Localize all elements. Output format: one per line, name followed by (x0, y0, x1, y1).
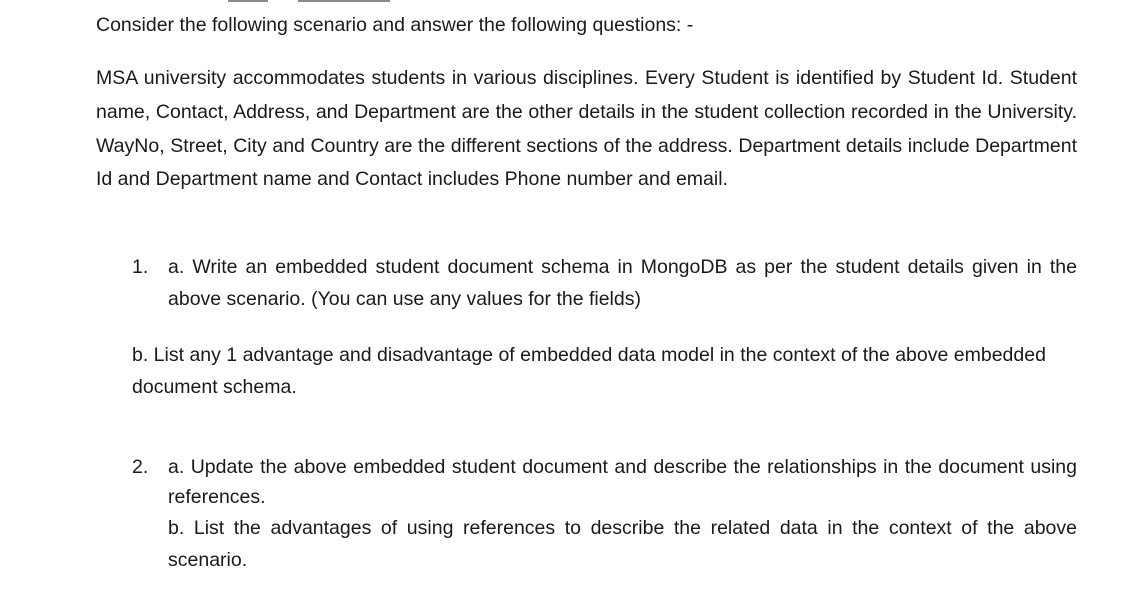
question-2-number: 2. (132, 456, 149, 478)
scenario-paragraph: MSA university accommodates students in various disciplines. Every Student is identified by Student Id. Student name, Contact, Address, and Department are the other details in the student collection recorded in the University. WayNo, Street, City and Country are the different sections of the address. Department details include Department Id and Department name and Contact includes Phone number and email. (96, 67, 1077, 191)
question-1b-text: b. List any 1 advantage and disadvantage of embedded data model in the context of the above embedded document schema. (132, 344, 1046, 398)
cropped-text-fragment (298, 0, 390, 2)
question-1-number: 1. (132, 256, 149, 278)
intro-line: Consider the following scenario and answer the following questions: - (96, 14, 694, 36)
question-2a-text: a. Update the above embedded student document and describe the relationships in the document using references. (168, 456, 1077, 508)
question-1b (132, 339, 1048, 403)
question-1a-text: a. Write an embedded student document schema in MongoDB as per the student details given in the above scenario. (You can use any values for the fields) (168, 256, 1077, 310)
question-2b-text: b. List the advantages of using references to describe the related data in the context of the above scenario. (168, 517, 1077, 571)
cropped-text-fragment (228, 0, 268, 2)
question-1a (132, 251, 1077, 315)
question-2 (132, 452, 1077, 596)
